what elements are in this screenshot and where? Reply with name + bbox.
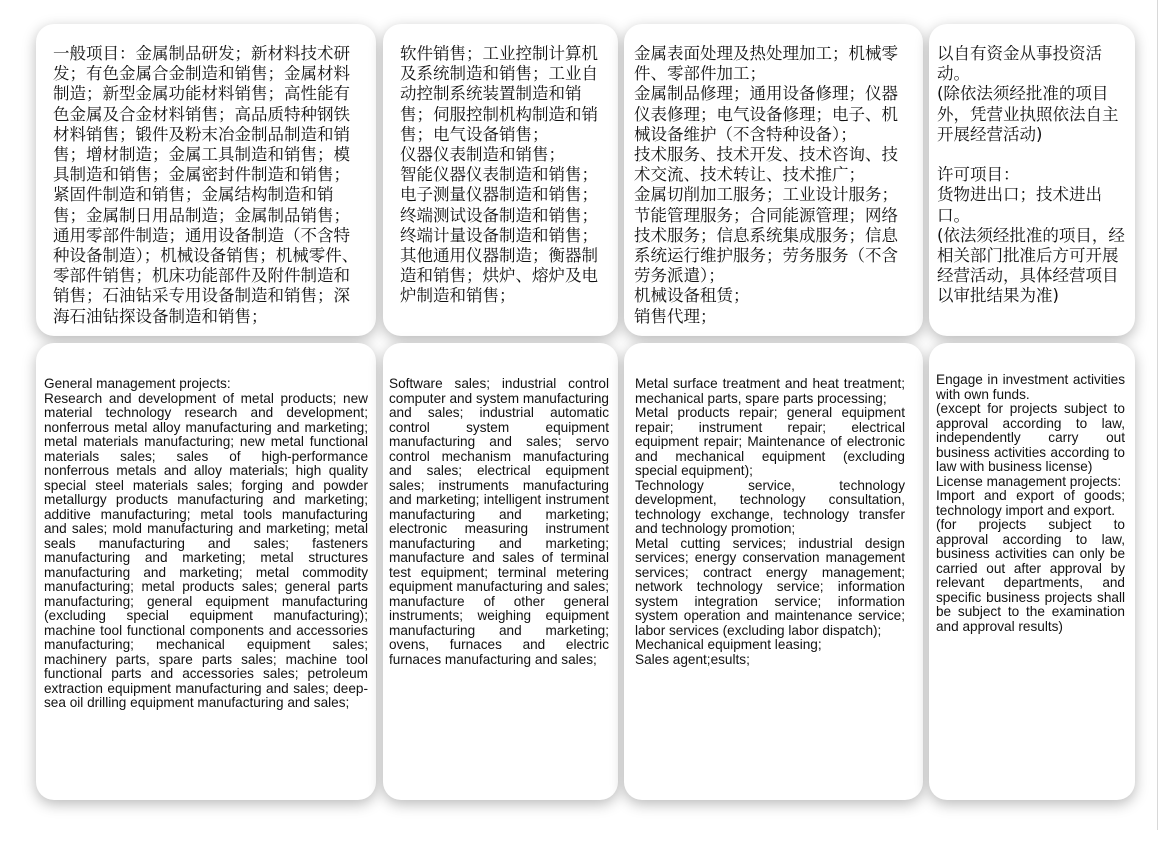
page-edge-line [1157, 0, 1158, 830]
business-scope-cn-card-1 [36, 24, 376, 336]
business-scope-cn-text-3: 金属表面处理及热处理加工；机械零件、零部件加工； 金属制品修理；通用设备修理；仪器仪表修理；电气设备修理；电子、机械设备维护（不含特种设备）； 技术服务、技术开发、技术咨询、技术交流、技术转让、技术推广； 金属切削加工服务；工业设计服务；节能管理服务；合同能源管理；网络技术服务；信息系统集成服务；信息系统运行维护服务；劳务服务（不含劳务派遣）； 机械设备租赁； 销售代理； [634, 44, 898, 326]
business-scope-cn-card-2 [383, 24, 618, 336]
business-scope-en-text-4: Engage in investment activities with own funds. (except for projects subject to approval according to law, independently carry out business activities according to law with business license) License management projects: Import and export of goods; technology import and export. (for projects subject to approval according to law, business activities can only be carried out after approval by relevant departments, and specific business projects shall be subject to the examination and approval results) [936, 372, 1125, 634]
business-scope-en-card-4 [929, 343, 1135, 800]
business-scope-cn-text-1: 一般项目：金属制品研发；新材料技术研发；有色金属合金制造和销售；金属材料制造；新型金属功能材料销售；高性能有色金属及合金材料销售；高品质特种钢铁材料销售；锻件及粉末冶金制品制造和销售；增材制造；金属工具制造和销售；模具制造和销售；金属密封件制造和销售；紧固件制造和销售；金属结构制造和销售；金属制日用品制造；金属制品销售；通用零部件制造；通用设备制造（不含特种设备制造）；机械设备销售；机械零件、零部件销售；机床功能部件及附件制造和销售；石油钻采专用设备制造和销售；深海石油钻探设备制造和销售； [53, 44, 359, 326]
business-scope-en-text-3: Metal surface treatment and heat treatment; mechanical parts, spare parts processing; Metal products repair; general equipment repair; instrument repair; electrical equipment repair; Maintenance of electronic and mechanical equipment (excluding special equipment); Technology service, technology development, technology consultation, technology exchange, technology transfer and technology promotion; Metal cutting services; industrial design services; energy conservation management services; contract energy management; network technology service; information system integration service; information system operation and maintenance service; labor services (excluding labor dispatch); Mechanical equipment leasing; Sales agent;esults; [635, 376, 905, 667]
business-scope-cn-text-2: 软件销售；工业控制计算机及系统制造和销售；工业自动控制系统装置制造和销售；伺服控制机构制造和销售；电气设备销售； 仪器仪表制造和销售； 智能仪器仪表制造和销售； 电子测量仪器制造和销售； 终端测试设备制造和销售； 终端计量设备制造和销售； 其他通用仪器制造；衡器制造和销售；烘炉、熔炉及电炉制造和销售； [400, 44, 598, 306]
business-scope-en-card-1 [36, 343, 376, 800]
business-scope-cn-card-4 [929, 24, 1135, 336]
business-scope-cn-card-3 [624, 24, 923, 336]
business-scope-cn-text-4: 以自有资金从事投资活动。 (除依法须经批准的项目外，凭营业执照依法自主开展经营活动) 许可项目： 货物进出口；技术进出口。 (依法须经批准的项目，经相关部门批准后方可开展经营活动，具体经营项目以审批结果为准) [937, 44, 1125, 306]
business-scope-en-card-3 [624, 343, 923, 800]
business-scope-en-card-2 [383, 343, 618, 800]
business-scope-en-text-2: Software sales; industrial control computer and system manufacturing and sales; industrial automatic control system equipment manufacturing and sales; servo control mechanism manufacturing and sales; electrical equipment sales; instruments manufacturing and marketing; intelligent instrument manufacturing and marketing; electronic measuring instrument manufacturing and marketing; manufacture and sales of terminal test equipment; terminal metering equipment manufacturing and sales; manufacture of other general instruments; weighing equipment manufacturing and marketing; ovens, furnaces and electric furnaces manufacturing and sales; [389, 376, 609, 667]
business-scope-en-text-1: General management projects: Research and development of metal products; new material technology research and development; nonferrous metal alloy manufacturing and marketing; metal materials manufacturing; new metal functional materials sales; sales of high-performance nonferrous metals and alloy materials; high quality special steel materials sales; forging and powder metallurgy products manufacturing and marketing; additive manufacturing; metal tools manufacturing and sales; mold manufacturing and marketing; metal seals manufacturing and sales; fasteners manufacturing and marketing; metal structures manufacturing and marketing; metal commodity manufacturing; metal products sales; general parts manufacturing; general equipment manufacturing (excluding special equipment manufacturing); machine tool functional components and accessories manufacturing; mechanical equipment sales; machinery parts, spare parts sales; machine tool functional parts and accessories sales; petroleum extraction equipment manufacturing and sales; deep-sea oil drilling equipment manufacturing and sales; [44, 376, 368, 710]
